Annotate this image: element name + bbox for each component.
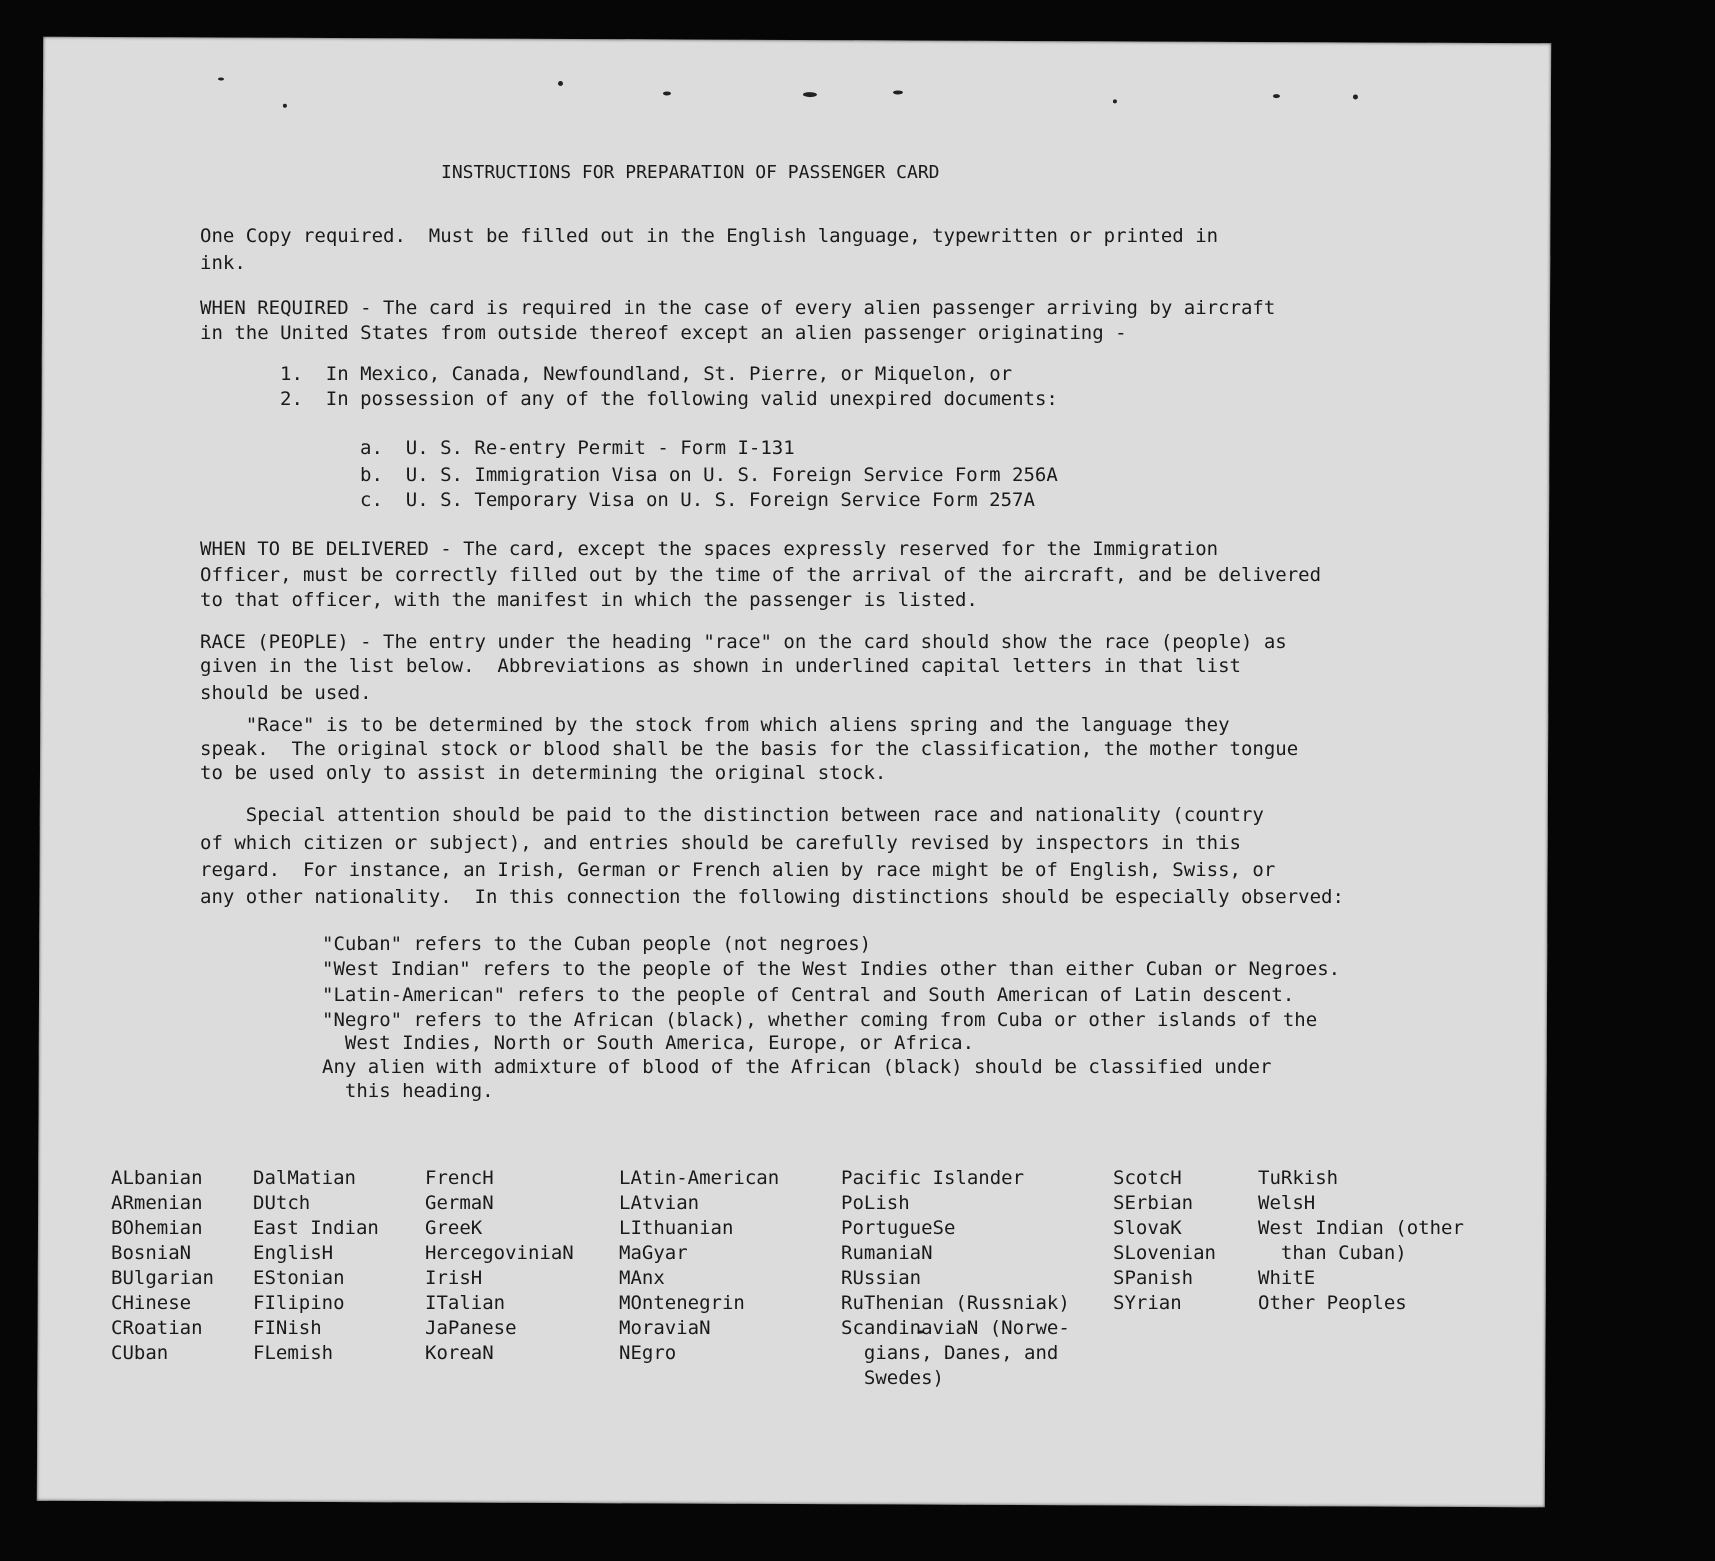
race-list-item: GermaN [425, 1192, 494, 1214]
race-list-item: FINish [253, 1317, 322, 1339]
race-list-column-3 [425, 1166, 574, 1366]
race-list-item: RUssian [841, 1267, 922, 1289]
race-list-item: SPanish [1113, 1267, 1194, 1289]
race-list-item: FrencH [425, 1167, 494, 1189]
race-list-item: CRoatian [111, 1317, 203, 1339]
race-list-item: DalMatian [253, 1167, 356, 1189]
race-list-item: gians, Danes, and [841, 1342, 1059, 1364]
race-list-item: Pacific Islander [841, 1167, 1025, 1189]
race-list-item: SlovaK [1113, 1217, 1182, 1239]
race-list-item: EnglisH [253, 1242, 334, 1264]
race-list-item: SErbian [1113, 1192, 1194, 1214]
race-list-item: ScotcH [1113, 1167, 1182, 1189]
race-list-item: CUban [111, 1342, 169, 1364]
race-list-item: SYrian [1113, 1292, 1182, 1314]
race-list-item: than Cuban) [1258, 1242, 1407, 1264]
lettered-item-b: b. U. S. Immigration Visa on U. S. Foreign Service Form 256A [360, 464, 1058, 486]
race-list-item: MaGyar [619, 1242, 688, 1264]
race-list-item: BUlgarian [111, 1267, 214, 1289]
race-definition-line-3: to be used only to assist in determining the original stock. [200, 762, 887, 784]
race-list-item: BOhemian [111, 1217, 203, 1239]
race-list-item: CHinese [111, 1292, 192, 1314]
race-intro-line-1: RACE (PEOPLE) - The entry under the heading "race" on the card should show the race (people) as [200, 631, 1287, 653]
race-list-item: KoreaN [425, 1342, 494, 1364]
race-list-item: FIlipino [253, 1292, 345, 1314]
race-list-item: MAnx [619, 1267, 665, 1289]
race-list-item: SLovenian [1113, 1242, 1216, 1264]
race-list-column-1 [111, 1166, 214, 1366]
document-title: INSTRUCTIONS FOR PREPARATION OF PASSENGER CARD [441, 162, 940, 183]
race-list-item: WhitE [1258, 1267, 1316, 1289]
race-list-item: JaPanese [425, 1317, 517, 1339]
special-attention-line-2: of which citizen or subject), and entries should be carefully revised by inspectors in this [200, 832, 1241, 854]
race-list-item: ITalian [425, 1292, 506, 1314]
race-definition-line-2: speak. The original stock or blood shall be the basis for the classification, the mother tongue [200, 738, 1299, 760]
special-attention-line-4: any other nationality. In this connection the following distinctions should be especially observed: [200, 886, 1344, 908]
special-attention-line-3: regard. For instance, an Irish, German or French alien by race might be of English, Swiss, or [200, 859, 1276, 881]
numbered-item-1: 1. In Mexico, Canada, Newfoundland, St. Pierre, or Miquelon, or [280, 363, 1013, 385]
race-list-item: ScandinaviaN (Norwe- [841, 1317, 1070, 1339]
race-list-item: LAtvian [619, 1192, 700, 1214]
race-list-item: DUtch [253, 1192, 311, 1214]
race-list-item: EStonian [253, 1267, 345, 1289]
race-list-item: Swedes) [841, 1367, 944, 1389]
lettered-item-c: c. U. S. Temporary Visa on U. S. Foreign Service Form 257A [360, 489, 1035, 511]
race-list-item: Other Peoples [1258, 1292, 1407, 1314]
race-list-item: PortugueSe [841, 1217, 956, 1239]
lettered-item-a: a. U. S. Re-entry Permit - Form I-131 [360, 437, 795, 459]
distinction-west-indian: "West Indian" refers to the people of the West Indies other than either Cuban or Negroes. [322, 958, 1341, 980]
race-list-item: TuRkish [1258, 1167, 1339, 1189]
race-list-item: LAtin-American [619, 1167, 780, 1189]
race-list-item: RumaniaN [841, 1242, 933, 1264]
race-list-item: LIthuanian [619, 1217, 734, 1239]
race-list-column-2 [253, 1166, 379, 1366]
race-list-item: MOntenegrin [619, 1292, 745, 1314]
race-list-item: GreeK [425, 1217, 483, 1239]
race-list-item: West Indian (other [1258, 1217, 1464, 1239]
race-list-item: MoraviaN [619, 1317, 711, 1339]
race-list-item: IrisH [425, 1267, 483, 1289]
when-required-line-2: in the United States from outside thereof except an alien passenger originating - [200, 322, 1127, 344]
race-list-column-7 [1258, 1166, 1464, 1316]
numbered-item-2: 2. In possession of any of the following valid unexpired documents: [280, 388, 1058, 410]
race-list-item: BosniaN [111, 1242, 192, 1264]
special-attention-line-1: Special attention should be paid to the distinction between race and nationality (country [200, 804, 1264, 826]
race-list-item: East Indian [253, 1217, 379, 1239]
distinction-negro-cont: West Indies, North or South America, Europe, or Africa. [322, 1032, 975, 1054]
distinction-cuban: "Cuban" refers to the Cuban people (not negroes) [322, 933, 872, 955]
race-list-item: FLemish [253, 1342, 334, 1364]
race-list-item: RuThenian (Russniak) [841, 1292, 1070, 1314]
distinction-admixture: Any alien with admixture of blood of the African (black) should be classified under [322, 1056, 1272, 1078]
distinction-latin-american: "Latin-American" refers to the people of Central and South American of Latin descent. [322, 984, 1295, 1006]
race-intro-line-3: should be used. [200, 682, 372, 704]
race-list-item: WelsH [1258, 1192, 1316, 1214]
race-list-column-6 [1113, 1166, 1216, 1316]
race-definition-line-1: "Race" is to be determined by the stock from which aliens spring and the language they [200, 714, 1230, 736]
when-delivered-line-1: WHEN TO BE DELIVERED - The card, except the spaces expressly reserved for the Immigration [200, 538, 1219, 560]
intro-line-1: One Copy required. Must be filled out in the English language, typewritten or printed in [200, 225, 1219, 247]
when-delivered-line-2: Officer, must be correctly filled out by the time of the arrival of the aircraft, and be delivered [200, 564, 1322, 586]
race-list-item: NEgro [619, 1342, 677, 1364]
race-list-column-5 [841, 1166, 1070, 1391]
race-intro-line-2: given in the list below. Abbreviations as shown in underlined capital letters in that list [200, 655, 1241, 677]
race-list-column-4 [619, 1166, 779, 1366]
when-delivered-line-3: to that officer, with the manifest in which the passenger is listed. [200, 589, 978, 611]
race-list-item: PoLish [841, 1192, 910, 1214]
distinction-admixture-cont: this heading. [322, 1080, 494, 1102]
intro-line-2: ink. [200, 252, 246, 274]
race-list-item: ALbanian [111, 1167, 203, 1189]
race-list-item: ARmenian [111, 1192, 203, 1214]
race-list-item: HercegoviniaN [425, 1242, 574, 1264]
distinction-negro: "Negro" refers to the African (black), whether coming from Cuba or other islands of the [322, 1009, 1318, 1031]
when-required-line-1: WHEN REQUIRED - The card is required in the case of every alien passenger arriving by aircraft [200, 297, 1276, 319]
